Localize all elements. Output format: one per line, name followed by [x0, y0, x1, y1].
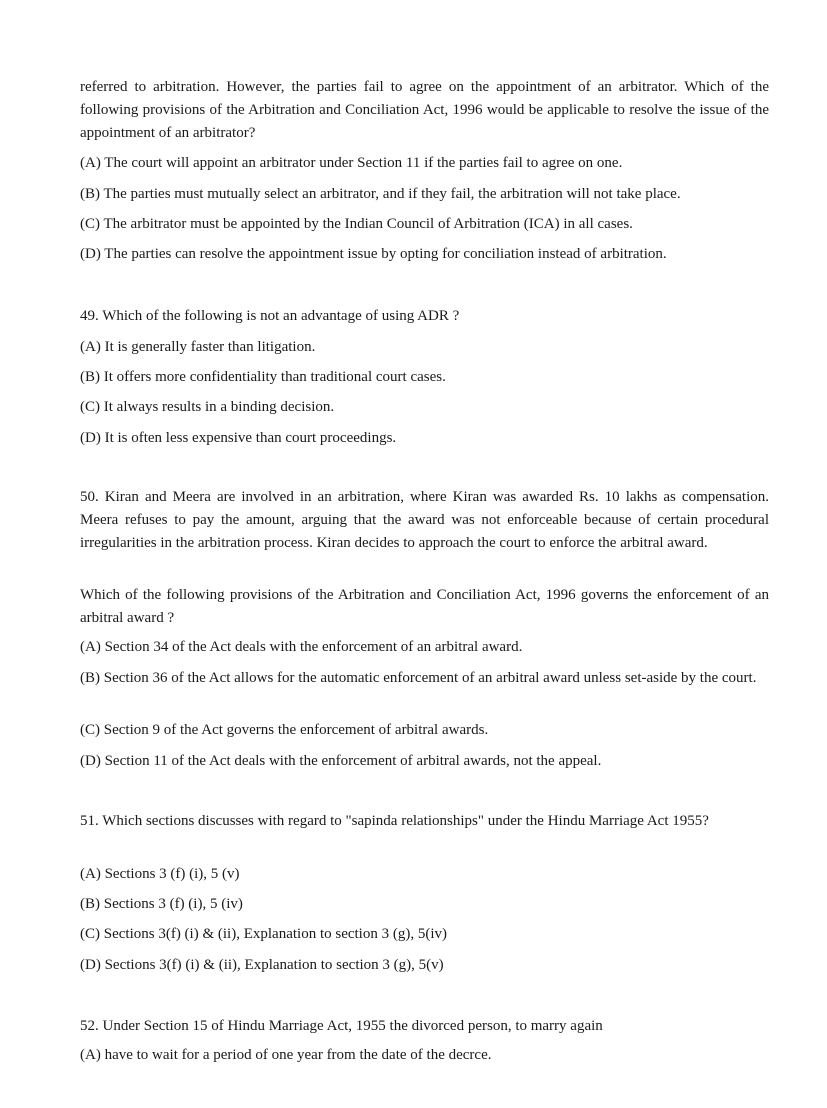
option-b: (B) The parties must mutually select an arbitrator, and if they fail, the arbitration will not take place.: [80, 186, 681, 202]
option-b: (B) Sections 3 (f) (i), 5 (iv): [80, 896, 243, 912]
option-d: (D) Sections 3(f) (i) & (ii), Explanation to section 3 (g), 5(v): [80, 957, 444, 973]
option-c: (C) Section 9 of the Act governs the enforcement of arbitral awards.: [80, 722, 489, 738]
question-prompt: Which of the following provisions of the Arbitration and Conciliation Act, 1996 governs the enforcement of an arbitral award ?: [80, 587, 769, 626]
option-c: (C) It always results in a binding decision.: [80, 399, 335, 415]
option-d: (D) The parties can resolve the appointment issue by opting for conciliation instead of arbitration.: [80, 246, 667, 262]
option-a: (A) Sections 3 (f) (i), 5 (v): [80, 866, 240, 882]
question-stem: 52. Under Section 15 of Hindu Marriage Act, 1955 the divorced person, to marry again: [80, 1018, 603, 1034]
question-stem: 51. Which sections discusses with regard to "sapinda relationships" under the Hindu Marriage Act 1955?: [80, 813, 709, 829]
option-d: (D) Section 11 of the Act deals with the enforcement of arbitral awards, not the appeal.: [80, 753, 602, 769]
option-a: (A) Section 34 of the Act deals with the enforcement of an arbitral award.: [80, 639, 523, 655]
option-a: (A) It is generally faster than litigation.: [80, 339, 316, 355]
question-stem: referred to arbitration. However, the parties fail to agree on the appointment of an arbitrator. Which of the following provisions of the Arbitration and Conciliation Act, 1996 would be applicable to resolve the issue of the appointment of an arbitrator?: [80, 79, 769, 141]
option-b: (B) Section 36 of the Act allows for the automatic enforcement of an arbitral award unless set-aside by the court.: [80, 670, 757, 686]
option-d: (D) It is often less expensive than court proceedings.: [80, 430, 397, 446]
option-c: (C) Sections 3(f) (i) & (ii), Explanation to section 3 (g), 5(iv): [80, 926, 447, 942]
option-b: (B) It offers more confidentiality than traditional court cases.: [80, 369, 446, 385]
option-c: (C) The arbitrator must be appointed by the Indian Council of Arbitration (ICA) in all cases.: [80, 216, 633, 232]
option-a: (A) The court will appoint an arbitrator under Section 11 if the parties fail to agree on one.: [80, 155, 623, 171]
question-stem: 49. Which of the following is not an advantage of using ADR ?: [80, 308, 460, 324]
option-a: (A) have to wait for a period of one year from the date of the decrce.: [80, 1047, 492, 1063]
question-stem: 50. Kiran and Meera are involved in an arbitration, where Kiran was awarded Rs. 10 lakhs as compensation. Meera refuses to pay the amount, arguing that the award was not enforceable because of certain procedural irregularities in the arbitration process. Kiran decides to approach the court to enforce the arbitral award.: [80, 489, 769, 551]
